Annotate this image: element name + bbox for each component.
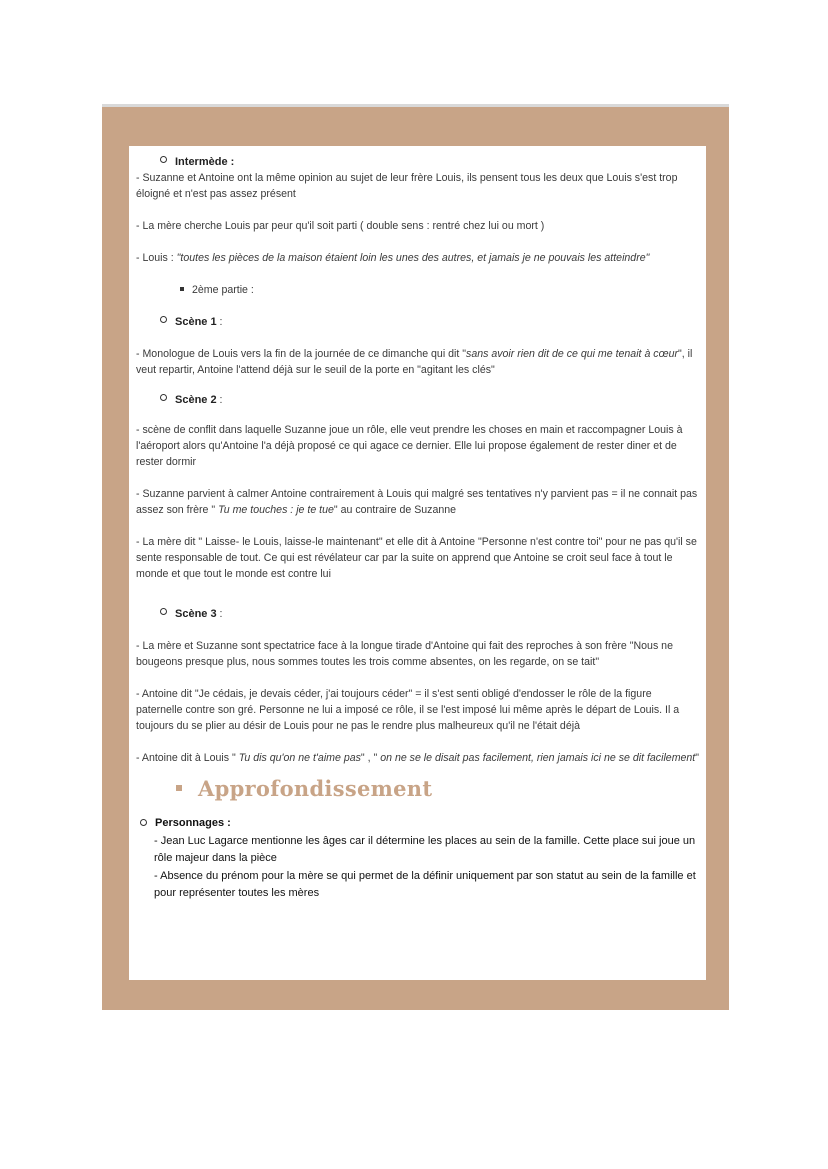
intermede-paragraph-3: - Louis : "toutes les pièces de la maison étaient loin les unes des autres, et jamais je ne pouvais les atteindre": [136, 252, 650, 264]
square-bullet-icon: [180, 287, 184, 291]
personnages-item-1: - Jean Luc Lagarce mentionne les âges car il détermine les places au sein de la famille. Cette place sui joue un rôle majeur dans la pièce: [154, 834, 696, 864]
scene-3-paragraph-1: - La mère et Suzanne sont spectatrice face à la longue tirade d'Antoine qui fait des reproches à son frère "Nous ne bougeons presque plus, nous sommes toutes les trois comme absentes, on les regarde, on se tait": [136, 640, 673, 668]
square-bullet-icon: [176, 785, 182, 791]
scene-2-paragraph-2: - Suzanne parvient à calmer Antoine contrairement à Louis qui malgré ses tentatives n'y parvient pas = il ne connait pas assez son frère " Tu me touches : je te tue" au contraire de Suzanne: [136, 488, 698, 516]
personnages-section: [136, 815, 700, 903]
scene-3-paragraph-3: - Antoine dit à Louis " Tu dis qu'on ne t'aime pas" , " on ne se le disait pas facilement, rien jamais ici ne se dit facilement": [136, 752, 700, 764]
approfondissement-heading: Approfondissement: [136, 776, 700, 801]
intermede-paragraph-1: - Suzanne et Antoine ont la même opinion au sujet de leur frère Louis, ils pensent tous les deux que Louis s'est trop éloigné et n'est pas assez présent: [136, 172, 678, 200]
scene-2-heading: Scène 2 :: [160, 390, 700, 408]
circle-bullet-icon: [140, 819, 147, 826]
personnages-item-2: - Absence du prénom pour la mère se qui permet de la définir uniquement par son statut au sein de la famille et pour représenter toutes les mères: [154, 869, 696, 899]
intermede-paragraph-2: - La mère cherche Louis par peur qu'il soit parti ( double sens : rentré chez lui ou mort ): [136, 220, 545, 232]
circle-bullet-icon: [160, 394, 167, 401]
partie-2-heading: 2ème partie :: [180, 284, 700, 296]
scene-3-heading: Scène 3 :: [160, 604, 700, 622]
intermede-heading: Intermède :: [160, 152, 700, 170]
scene-3-paragraph-2: - Antoine dit "Je cédais, je devais céder, j'ai toujours céder" = il s'est senti obligé d'endosser le rôle de la figure paternelle contre son gré. Personne ne lui a imposé ce rôle, il se l'est imposé lui même après le départ de Louis. Il a toujours du se plier au désir de Louis pour ne pas le rendre plus malheureux qu'il ne l'était déjà: [136, 688, 680, 732]
document-sheet: [129, 146, 706, 980]
circle-bullet-icon: [160, 608, 167, 615]
scene-1-paragraph: - Monologue de Louis vers la fin de la journée de ce dimanche qui dit "sans avoir rien dit de ce qui me tenait à cœur", il veut repartir, Antoine l'attend déjà sur le seuil de la porte en "agitant les clés": [136, 348, 693, 376]
scene-2-paragraph-1: - scène de conflit dans laquelle Suzanne joue un rôle, elle veut prendre les choses en main et raccompagner Louis à l'aéroport alors qu'Antoine l'a déjà proposé ce qui agace ce dernier. Elle lui propose également de rester diner et de rester dormir: [136, 424, 683, 468]
louis-quote: "toutes les pièces de la maison étaient loin les unes des autres, et jamais je ne pouvais les atteindre": [176, 252, 650, 264]
personnages-heading: Personnages :: [140, 815, 700, 833]
circle-bullet-icon: [160, 316, 167, 323]
circle-bullet-icon: [160, 156, 167, 163]
scene-2-paragraph-3: - La mère dit " Laisse- le Louis, laisse-le maintenant" et elle dit à Antoine "Personne n'est contre toi" pour ne pas qu'il se sente responsable de tout. Ce qui est révélateur car par la suite on apprend que Antoine se croit seul face à tout le monde et que tout le monde est contre lui: [136, 536, 697, 580]
scene-1-heading: Scène 1 :: [160, 312, 700, 330]
